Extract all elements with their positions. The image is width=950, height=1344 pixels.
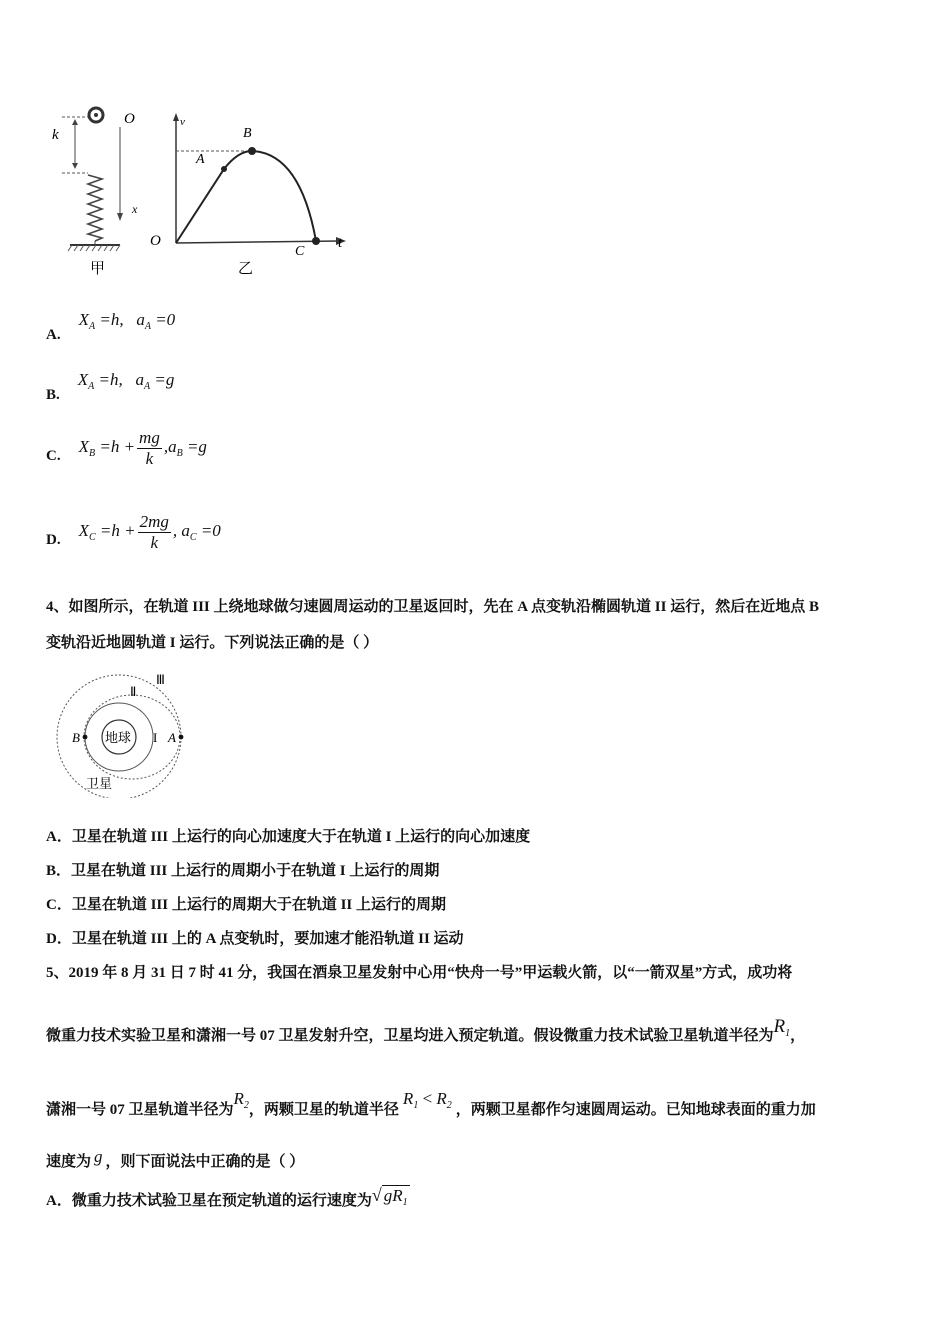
q4-option-d: D．卫星在轨道 III 上的 A 点变轨时，要加速才能沿轨道 II 运动 xyxy=(46,931,464,947)
label-x: x xyxy=(132,202,138,216)
label-B: B xyxy=(243,126,252,141)
q4-option-c: C．卫星在轨道 III 上运行的周期大于在轨道 II 上运行的周期 xyxy=(46,897,447,913)
point-B xyxy=(83,735,88,740)
label-O-left: O xyxy=(124,111,135,127)
q4-stem xyxy=(46,594,916,656)
svg-text:Ⅲ: Ⅲ xyxy=(156,672,165,687)
orbit-II xyxy=(84,695,180,779)
q4-line1: 4、如图所示，在轨道 III 上绕地球做匀速圆周运动的卫星返回时，先在 A 点变轨沿椭圆轨道 II 运行，然后在近地点 B xyxy=(46,599,819,615)
figure-orbits xyxy=(50,668,200,798)
spring xyxy=(88,175,102,241)
svg-text:v: v xyxy=(180,116,185,128)
label-O: O xyxy=(150,233,161,249)
svg-text:地球: 地球 xyxy=(105,730,132,745)
fraction-2mg-k: $\frac{2mg}{k}$ xyxy=(139,512,169,552)
q5-line1: 5、2019 年 8 月 31 日 7 时 41 分，我国在酒泉卫星发射中心用“快舟一号”甲运载火箭，以“一箭双星”方式，成功将 xyxy=(46,965,793,981)
q5-line3: 潇湘一号 07 卫星轨道半径为$R_2$，两颗卫星的轨道半径$R_1 < R_2$ ，两颗卫星都作匀速圆周运动。已知地球表面的重力加 xyxy=(46,1089,816,1118)
q3-option-d: D. $X_C =h$ + $\frac{2mg}{k}$ , $a_C =0$ xyxy=(46,512,221,552)
svg-text:卫星: 卫星 xyxy=(86,776,113,791)
sqrt-expression: √ $gR_1$ xyxy=(371,1185,408,1208)
label-k: k xyxy=(52,127,59,143)
q4-line2: 变轨沿近地圆轨道 I 运行。下列说法正确的是（ ） xyxy=(46,635,379,651)
q4-options xyxy=(46,824,530,960)
label-yi: 乙 xyxy=(238,261,254,277)
label-A: A xyxy=(196,152,205,167)
q3-option-a: A. $X_A =h$, $a_A =0$ xyxy=(46,310,176,343)
point-C xyxy=(312,237,320,245)
q5-line4: 速度为 g ，则下面说法中正确的是（ ） xyxy=(46,1147,305,1170)
label-C: C xyxy=(295,244,305,259)
q3-option-b: B. $X_A =h$, $a_A =g$ xyxy=(46,370,175,403)
label-t: t xyxy=(338,235,343,251)
q3-option-c: C. $X_B =h$ + $\frac{mg}{k}$ $,a_B =g$ xyxy=(46,428,207,468)
q4-option-a: A．卫星在轨道 III 上运行的向心加速度大于在轨道 I 上运行的向心加速度 xyxy=(46,829,531,845)
fraction-mg-k: $\frac{mg}{k}$ xyxy=(139,428,160,468)
svg-text:B: B xyxy=(72,730,80,745)
point-A xyxy=(179,735,184,740)
label-jia: 甲 xyxy=(90,261,106,277)
point-B xyxy=(248,147,256,155)
point-A xyxy=(221,166,227,172)
figure-spring-graph xyxy=(40,95,370,280)
q5-option-a: A．微重力技术试验卫星在预定轨道的运行速度为√ $gR_1$ xyxy=(46,1186,410,1220)
svg-text:I: I xyxy=(153,730,158,745)
q5-line2: 微重力技术实验卫星和潇湘一号 07 卫星发射升空，卫星均进入预定轨道。假设微重力技术试验卫星轨道半径为$R_1$， xyxy=(46,1016,806,1044)
svg-text:A: A xyxy=(168,730,176,745)
svg-text:Ⅱ: Ⅱ xyxy=(130,684,137,699)
q4-option-b: B．卫星在轨道 III 上运行的周期小于在轨道 I 上运行的周期 xyxy=(46,863,440,879)
